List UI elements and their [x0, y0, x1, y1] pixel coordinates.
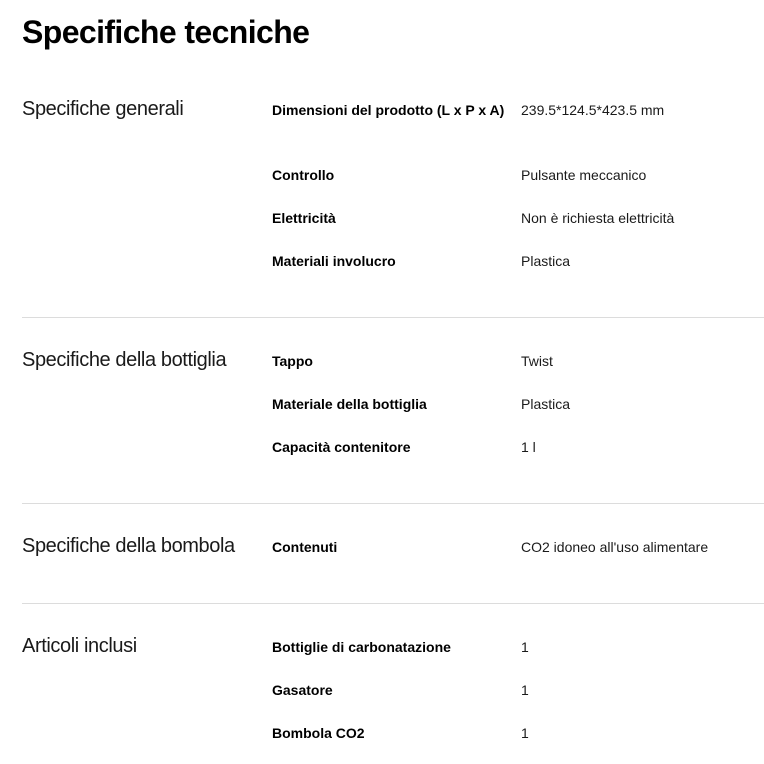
section-title: Specifiche della bottiglia — [22, 349, 227, 371]
spec-row-capacity — [272, 436, 764, 458]
section-title: Articoli inclusi — [22, 635, 137, 657]
spec-value: 1 — [521, 725, 529, 741]
section-cylinder-specs — [22, 534, 764, 574]
spec-value: Non è richiesta elettricità — [521, 210, 675, 226]
spec-label: Materiali involucro — [272, 253, 396, 269]
spec-label: Tappo — [272, 353, 313, 369]
spec-row-housing-materials — [272, 250, 764, 272]
section-divider — [22, 317, 764, 318]
section-divider — [22, 603, 764, 604]
spec-row-carbonator — [272, 679, 764, 701]
spec-row-co2-cylinder — [272, 722, 764, 744]
spec-label: Elettricità — [272, 210, 336, 226]
spec-label: Dimensioni del prodotto (L x P x A) — [272, 102, 505, 118]
spec-row-carbonation-bottles — [272, 636, 764, 658]
section-included-items — [22, 634, 764, 764]
spec-value: CO2 idoneo all'uso alimentare — [521, 539, 709, 555]
section-general-specs — [22, 97, 764, 297]
section-title: Specifiche generali — [22, 98, 184, 120]
spec-value: Plastica — [521, 396, 571, 412]
spec-label: Bombola CO2 — [272, 725, 365, 741]
spec-label: Gasatore — [272, 682, 333, 698]
spec-value: Pulsante meccanico — [521, 167, 647, 183]
spec-value: 1 — [521, 639, 529, 655]
spec-row-bottle-material — [272, 393, 764, 415]
spec-row-cap — [272, 350, 764, 372]
section-bottle-specs — [22, 348, 764, 478]
section-title: Specifiche della bombola — [22, 535, 235, 557]
spec-value: 1 — [521, 682, 529, 698]
spec-row-contents — [272, 536, 764, 558]
spec-row-dimensions — [272, 99, 764, 143]
section-divider — [22, 503, 764, 504]
spec-label: Contenuti — [272, 539, 338, 555]
spec-label: Materiale della bottiglia — [272, 396, 427, 412]
spec-row-control — [272, 164, 764, 186]
spec-value: 239.5*124.5*423.5 mm — [521, 102, 665, 118]
spec-label: Capacità contenitore — [272, 439, 411, 455]
spec-value: Plastica — [521, 253, 571, 269]
spec-label: Bottiglie di carbonatazione — [272, 639, 451, 655]
spec-value: 1 l — [521, 439, 536, 455]
page-title: Specifiche tecniche — [22, 14, 310, 50]
spec-row-electricity — [272, 207, 764, 229]
spec-label: Controllo — [272, 167, 335, 183]
spec-value: Twist — [521, 353, 553, 369]
